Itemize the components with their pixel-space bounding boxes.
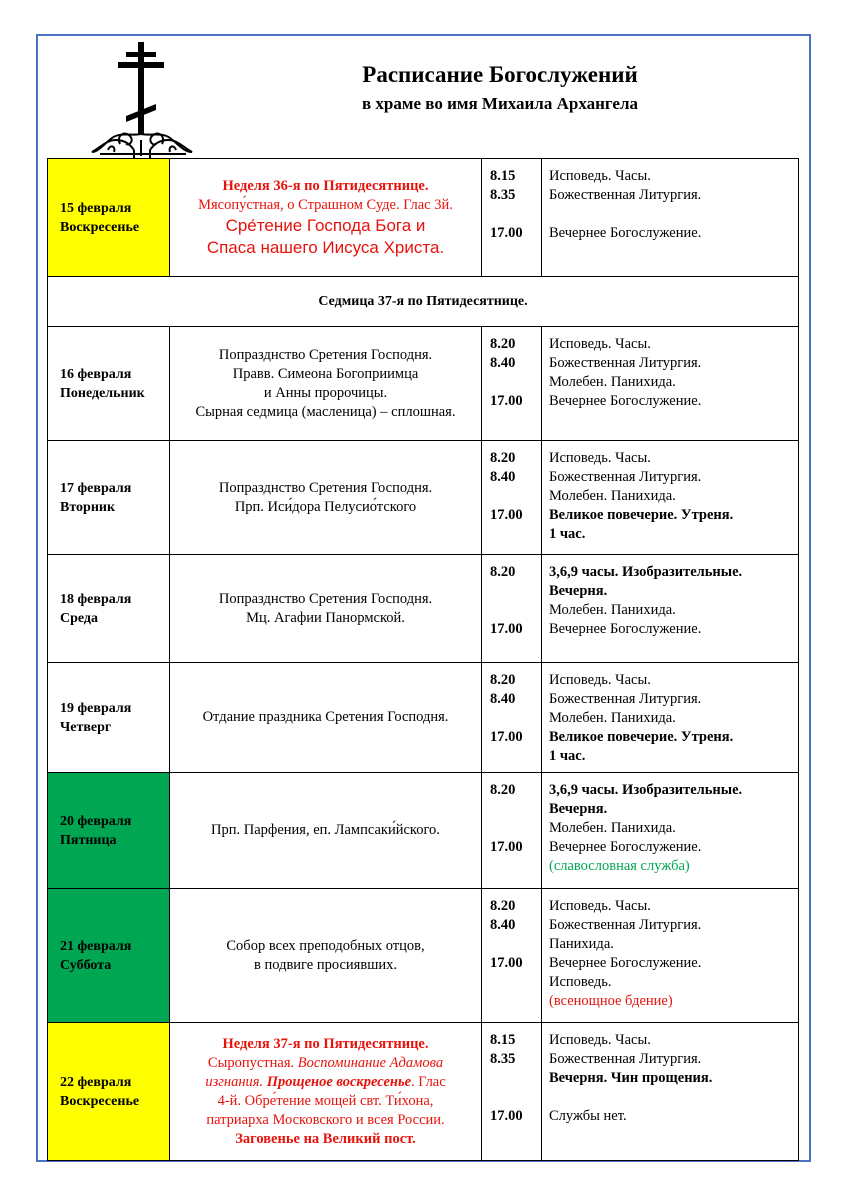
service: Вечерня. [549,801,608,817]
time: 8.35 [490,1051,516,1067]
week-row [48,277,799,327]
time: 8.15 [490,168,516,184]
date: 19 февраля [60,700,132,716]
service: Вечернее Богослужение. [549,839,702,855]
date: 16 февраля [60,366,132,382]
weekday: Вторник [60,499,116,515]
services-cell [542,889,799,1023]
service: Молебен. Панихида. [549,602,676,618]
table-row [48,555,799,663]
time: 17.00 [490,621,523,637]
date: 18 февраля [60,591,132,607]
desc-line: в подвиге просиявших. [254,956,397,973]
desc-line: Сре́тение Господа Бога и [225,215,426,235]
times-cell [482,889,542,1023]
time: 17.00 [490,393,523,409]
date-cell [48,889,170,1023]
services-cell [542,441,799,555]
table-row [48,889,799,1023]
description-cell [170,663,482,773]
time: 8.40 [490,691,516,707]
services-cell [542,773,799,889]
desc-line: Собор всех преподобных отцов, [226,937,425,954]
service: Исповедь. Часы. [549,672,651,688]
date-cell [48,159,170,277]
service: Вечернее Богослужение. [549,955,702,971]
week-title: Седмица 37-я по Пятидесятнице. [48,277,799,327]
table-row [48,663,799,773]
date-cell [48,663,170,773]
date-cell [48,441,170,555]
times-cell [482,441,542,555]
service: Божественная Литургия. [549,469,702,485]
time: 17.00 [490,507,523,523]
service: Божественная Литургия. [549,187,702,203]
time: 17.00 [490,225,523,241]
weekday: Четверг [60,719,112,735]
desc-part: Прощеное воскресенье [266,1073,412,1090]
services-cell [542,663,799,773]
desc-part: изгнания. [205,1073,264,1090]
times-cell [482,773,542,889]
table-row [48,1023,799,1161]
service: Молебен. Панихида. [549,488,676,504]
service: Панихида. [549,936,614,952]
date-cell [48,1023,170,1161]
services-cell [542,327,799,441]
service: Вечернее Богослужение. [549,393,702,409]
time: 17.00 [490,729,523,745]
desc-line: Отдание праздника Сретения Господня. [202,709,449,725]
service: Исповедь. Часы. [549,450,651,466]
service: Молебен. Панихида. [549,374,676,390]
service: 1 час. [549,526,586,542]
weekday: Пятница [60,832,117,848]
service-note: (всенощное бдение) [549,993,673,1009]
service: Божественная Литургия. [549,1051,702,1067]
desc-line: Спаса нашего Иисуса Христа. [206,237,445,257]
desc-line: патриарха Московского и всея России. [206,1111,445,1128]
time: 17.00 [490,955,523,971]
date: 21 февраля [60,938,132,954]
date: 15 февраля [60,200,132,216]
time: 8.20 [490,336,516,352]
weekday: Воскресенье [60,219,140,235]
time: 17.00 [490,839,523,855]
times-cell [482,327,542,441]
service-note: (славословная служба) [549,858,690,874]
service: Великое повечерие. Утреня. [549,729,734,745]
desc-line: и Анны пророчицы. [263,384,388,401]
desc-line: Сырная седмица (масленица) – сплошная. [195,403,456,420]
desc-line: Попразднство Сретения Господня. [218,346,433,363]
desc-line: 4-й. Обре́тение мощей свт. Ти́хона, [217,1092,434,1109]
times-cell [482,1023,542,1161]
desc-line: Неделя 36-я по Пятидесятнице. [222,177,429,194]
service: 3,6,9 часы. Изобразительные. [549,564,743,580]
times-cell [482,555,542,663]
date: 22 февраля [60,1074,132,1090]
time: 8.40 [490,355,516,371]
description-cell [170,441,482,555]
time: 8.35 [490,187,516,203]
description-cell [170,159,482,277]
service: Исповедь. Часы. [549,336,651,352]
description-cell [170,1023,482,1161]
service: Исповедь. Часы. [549,1032,651,1048]
desc-part: Сыропустная. [207,1054,295,1071]
service: Вечернее Богослужение. [549,225,702,241]
desc-line: Правв. Симеона Богоприимца [232,365,419,382]
page-subtitle: в храме во имя Михаила Архангела [362,94,638,113]
weekday: Среда [60,610,99,626]
service: Вечерня. [549,583,608,599]
service: Исповедь. [549,974,612,990]
time: 8.40 [490,917,516,933]
date-cell [48,555,170,663]
desc-line: Неделя 37-я по Пятидесятнице. [222,1035,429,1052]
date-cell [48,327,170,441]
service: 1 час. [549,748,586,764]
time: 8.40 [490,469,516,485]
table-row [48,327,799,441]
time: 8.20 [490,672,516,688]
description-cell [170,889,482,1023]
service: Божественная Литургия. [549,917,702,933]
weekday: Суббота [60,957,112,973]
date-cell [48,773,170,889]
desc-line: Прп. Иси́дора Пелусио́тского [234,498,417,515]
table-row [48,773,799,889]
service: Великое повечерие. Утреня. [549,507,734,523]
orthodox-cross-icon [90,40,194,160]
service: Исповедь. Часы. [549,898,651,914]
desc-line: Попразднство Сретения Господня. [218,590,433,607]
service: Божественная Литургия. [549,355,702,371]
time: 8.20 [490,898,516,914]
date: 17 февраля [60,480,132,496]
desc-line: Мц. Агафии Панормской. [246,609,405,626]
date: 20 февраля [60,813,132,829]
weekday: Понедельник [60,385,145,401]
description-cell [170,555,482,663]
desc-part: Воспоминание Адамова [297,1054,444,1071]
service: Молебен. Панихида. [549,710,676,726]
description-cell [170,773,482,889]
desc-line: Попразднство Сретения Господня. [218,479,433,496]
service: Вечернее Богослужение. [549,621,702,637]
service: 3,6,9 часы. Изобразительные. [549,782,743,798]
service: Молебен. Панихида. [549,820,676,836]
time: 17.00 [490,1108,523,1124]
services-cell [542,159,799,277]
services-cell [542,1023,799,1161]
desc-line: Заговенье на Великий пост. [235,1130,416,1147]
times-cell [482,159,542,277]
desc-line: Прп. Парфения, еп. Лампсаки́йского. [211,822,440,838]
services-cell [542,555,799,663]
time: 8.15 [490,1032,516,1048]
desc-part: . Глас [411,1073,446,1090]
weekday: Воскресенье [60,1093,140,1109]
table-row [48,159,799,277]
table-row [48,441,799,555]
times-cell [482,663,542,773]
service: Исповедь. Часы. [549,168,651,184]
time: 8.20 [490,782,516,798]
time: 8.20 [490,450,516,466]
page-title: Расписание Богослужений [362,62,638,87]
service: Вечерня. Чин прощения. [549,1070,713,1086]
time: 8.20 [490,564,516,580]
schedule-table [47,158,799,1161]
service: Божественная Литургия. [549,691,702,707]
description-cell [170,327,482,441]
service: Службы нет. [549,1108,627,1124]
desc-line: Мясопу́стная, о Страшном Суде. Глас 3й. [198,196,453,213]
